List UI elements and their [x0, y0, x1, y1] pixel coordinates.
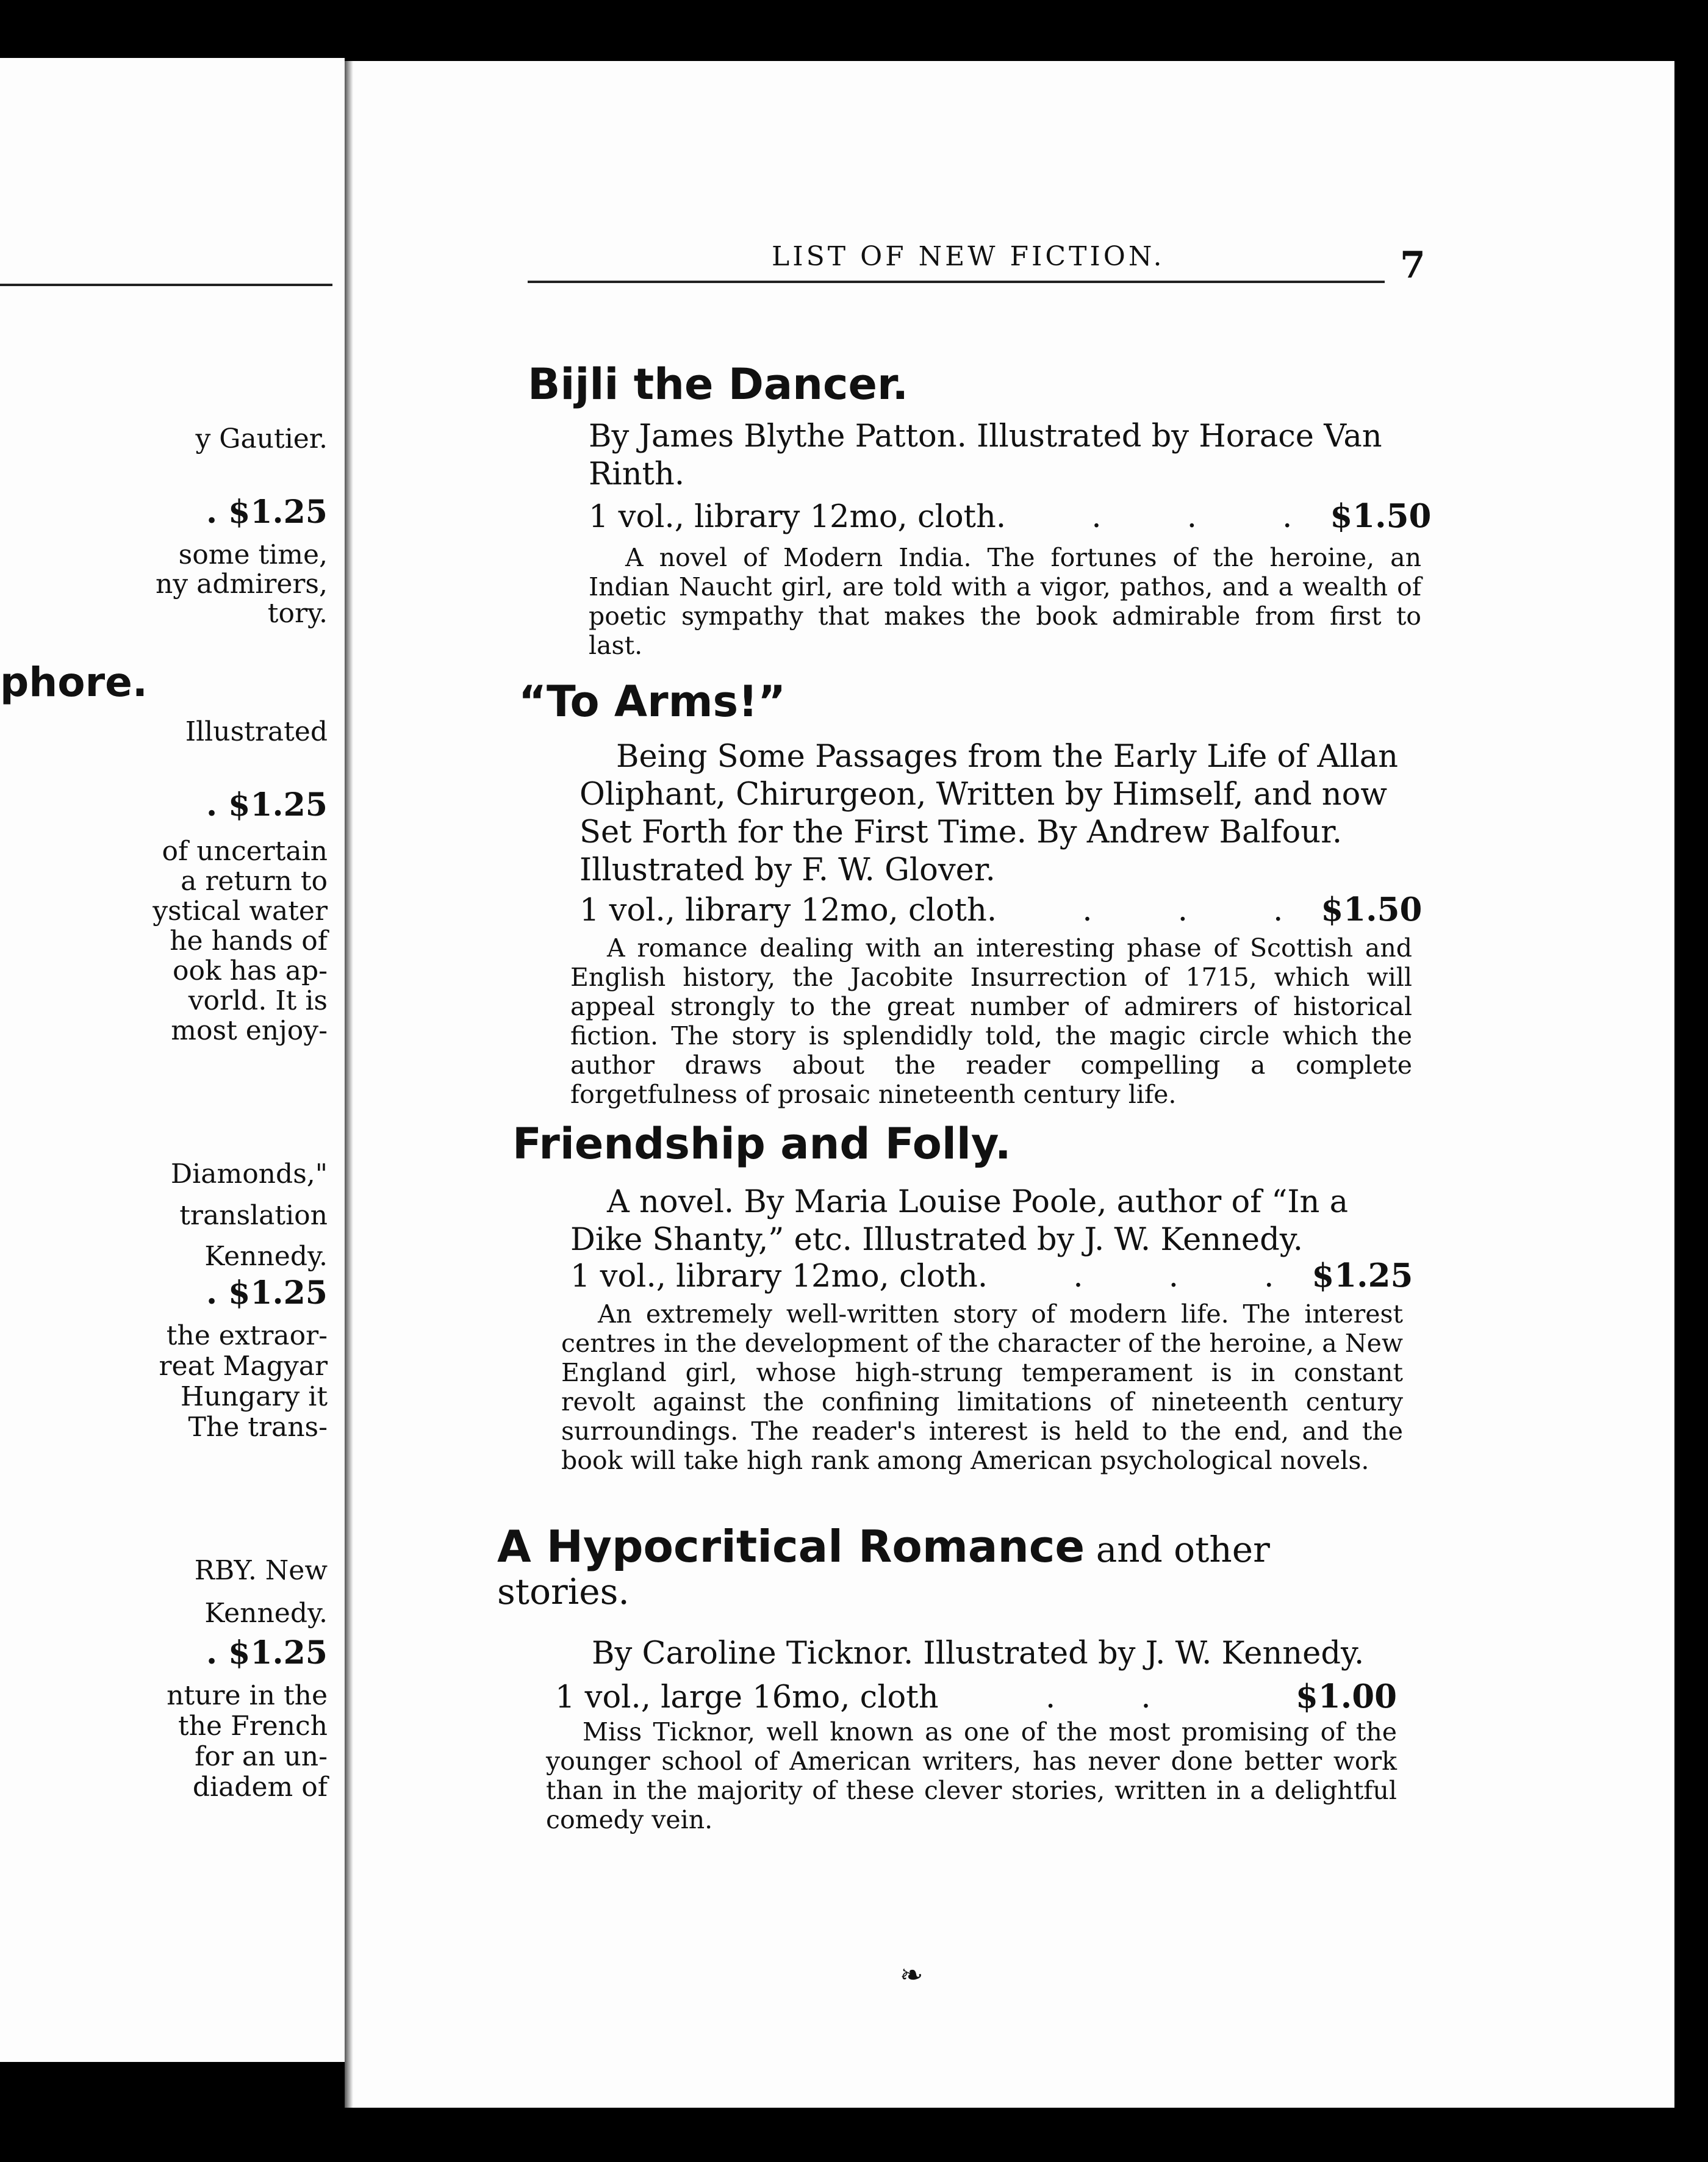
entry-title: Friendship and Folly. — [512, 1119, 1011, 1169]
entry-format-row — [555, 1678, 1397, 1715]
left-line: Hungary it — [180, 1381, 328, 1412]
entry-byline: Being Some Passages from the Early Life of Allan Oliphant, Chirurgeon, Written by Himself, and now Set Forth for the First Time. By Andrew Balfour. Illustrated by F. W. Glover. — [580, 739, 1399, 888]
entry-description: An extremely well-written story of modern life. The interest centres in the development of the character of the heroine, a New England girl, whose high-strung temperament is in constant revolt against the confining limitations of nineteenth century surroundings. The reader's interest is held to the end, and the book will take high rank among American psychological novels. — [561, 1299, 1403, 1475]
entry-title-block — [497, 1522, 1394, 1612]
left-line: reat Magyar — [159, 1351, 328, 1382]
left-line: most enjoy- — [171, 1015, 328, 1046]
left-line: Kennedy. — [204, 1598, 328, 1629]
entry-byline: A novel. By Maria Louise Poole, author of “In a Dike Shanty,” etc. Illustrated by J. W. Kennedy. — [570, 1184, 1348, 1258]
entry-price: $1.50 — [1321, 891, 1423, 928]
left-line: ny admirers, — [155, 569, 328, 600]
left-line: diadem of — [192, 1772, 328, 1803]
left-line: for an un- — [195, 1741, 328, 1772]
entry-price: $1.50 — [1330, 497, 1432, 535]
left-line: . $1.25 — [206, 786, 328, 824]
left-page — [0, 58, 345, 2062]
leader-dots: . . . . — [977, 1259, 1312, 1295]
entry-format-row — [589, 497, 1432, 535]
entry-description: A romance dealing with an interesting phase of Scottish and English history, the Jacobite Insurrection of 1715, which will appeal strongly to the great number of admirers of historical fiction. The story is splendidly told, the magic circle which the author draws about the reader compelling a complete forgetfulness of prosaic nineteenth century life. — [570, 933, 1412, 1109]
entry-byline-text: By James Blythe Patton. Illustrated by Horace Van Rinth. — [589, 418, 1382, 492]
left-line: vorld. It is — [188, 985, 328, 1016]
left-heading: phore. — [0, 659, 148, 706]
left-page-rule — [0, 284, 332, 286]
left-line: some time, — [178, 539, 328, 570]
left-line: the French — [178, 1711, 328, 1742]
left-line: nture in the — [167, 1680, 328, 1711]
entry-byline: By Caroline Ticknor. Illustrated by J. W. Kennedy. — [592, 1636, 1365, 1672]
entry-price: $1.25 — [1312, 1257, 1413, 1295]
entry-format: 1 vol., library 12mo, cloth — [570, 1259, 978, 1295]
entry-format-row — [580, 891, 1423, 928]
leader-dots: . . . . — [996, 499, 1330, 535]
left-line: a return to — [181, 866, 328, 897]
leader-dots: . . — [1045, 1679, 1189, 1715]
entry-format: 1 vol., large 16mo, cloth — [555, 1679, 939, 1715]
left-line: . $1.25 — [206, 1634, 328, 1672]
left-line: ook has ap- — [172, 955, 328, 986]
entry-byline — [589, 418, 1421, 494]
entry-title: Bijli the Dancer. — [528, 359, 909, 409]
entry-price: $1.00 — [1296, 1678, 1397, 1715]
entry-format-row — [570, 1257, 1413, 1295]
left-line: he hands of — [170, 925, 328, 957]
left-line: the extraor- — [166, 1320, 328, 1351]
entry-description: Miss Ticknor, well known as one of the most promising of the younger school of American writers, has never done better work than in the majority of these clever stories, written in a delightful comedy vein. — [546, 1717, 1397, 1834]
left-line: Kennedy. — [204, 1241, 328, 1272]
left-line: RBY. New — [194, 1555, 328, 1586]
left-line: ystical water — [152, 896, 328, 927]
left-line: Diamonds," — [170, 1158, 328, 1190]
entry-title: “To Arms!” — [518, 677, 786, 727]
left-line: translation — [179, 1200, 328, 1231]
left-line: . $1.25 — [206, 494, 328, 531]
left-line: y Gautier. — [195, 423, 328, 454]
right-page — [345, 61, 1674, 2108]
entry-format: 1 vol., library 12mo, cloth — [589, 499, 996, 535]
running-head: LIST OF NEW FICTION. — [772, 241, 1165, 272]
leader-dots: . . . . — [986, 892, 1321, 928]
entry-title: A Hypocritical Romance — [497, 1521, 1085, 1572]
left-line: Illustrated — [185, 716, 328, 747]
left-line: . $1.25 — [206, 1274, 328, 1312]
entry-format: 1 vol., library 12mo, cloth — [580, 892, 987, 928]
left-line: of uncertain — [162, 836, 328, 867]
entry-title-rest: and other stories. — [497, 1529, 1270, 1612]
ornament-icon: ❧ — [900, 1958, 924, 1991]
page-number: 7 — [1400, 244, 1426, 287]
entry-description: A novel of Modern India. The fortunes of the heroine, an Indian Naucht girl, are told with a vigor, pathos, and a wealth of poetic sympathy that makes the book admirable from first to last. — [589, 543, 1421, 660]
left-line: tory. — [267, 598, 328, 629]
left-line: The trans- — [188, 1412, 328, 1443]
header-rule — [528, 281, 1385, 283]
